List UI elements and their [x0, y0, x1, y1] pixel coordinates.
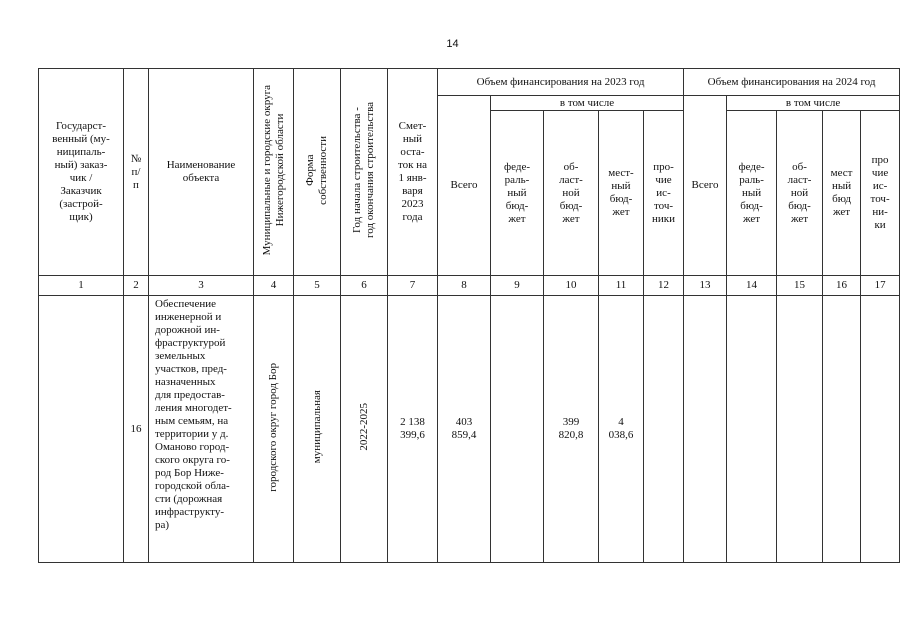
column-number: 9 — [491, 276, 544, 296]
header-federal-2024: феде- раль- ный бюд- жет — [727, 111, 777, 276]
header-including-2024: в том числе — [727, 96, 900, 111]
cell-years: 2022-2025 — [341, 296, 388, 563]
cell-regional-2024 — [777, 296, 823, 563]
column-number: 14 — [727, 276, 777, 296]
column-number: 11 — [599, 276, 644, 296]
cell-local-2024 — [823, 296, 861, 563]
header-years: Год начала строительства - год окончания строительства — [341, 69, 388, 276]
header-ownership: Форма собственности — [294, 69, 341, 276]
cell-customer — [39, 296, 124, 563]
header-total-2023: Всего — [438, 96, 491, 276]
header-federal-2023: феде- раль- ный бюд- жет — [491, 111, 544, 276]
header-regional-2023: об- ласт- ной бюд- жет — [544, 111, 599, 276]
header-other-2024: про чие ис- точ- ни- ки — [861, 111, 900, 276]
cell-object-name: Обеспечение инженерной и дорожной ин- фраструктурой земельных участков, пред- назначенных для предостав- ления многодет- ным семьям, на территории у д. Оманово город- ского округа го- род Бор Ниже- городской обла- сти (дорожная инфраструкту- ра) — [149, 296, 254, 563]
column-number: 13 — [684, 276, 727, 296]
cell-total-2024 — [684, 296, 727, 563]
column-number: 7 — [388, 276, 438, 296]
column-number: 4 — [254, 276, 294, 296]
header-local-2023: мест- ный бюд- жет — [599, 111, 644, 276]
header-regional-2024: об- ласт- ной бюд- жет — [777, 111, 823, 276]
header-customer: Государст- венный (му- ниципаль- ный) заказ- чик / Заказчик (застрой- щик) — [39, 69, 124, 276]
column-number: 5 — [294, 276, 341, 296]
column-number-row — [39, 276, 900, 296]
header-index: № п/ п — [124, 69, 149, 276]
cell-total-2023: 403 859,4 — [438, 296, 491, 563]
page-number: 14 — [446, 38, 459, 50]
cell-federal-2024 — [727, 296, 777, 563]
cell-other-2023 — [644, 296, 684, 563]
header-financing-2024: Объем финансирования на 2024 год — [684, 69, 900, 96]
column-number: 17 — [861, 276, 900, 296]
cell-estimate: 2 138 399,6 — [388, 296, 438, 563]
header-financing-2023: Объем финансирования на 2023 год — [438, 69, 684, 96]
column-number: 15 — [777, 276, 823, 296]
table-row — [39, 296, 900, 563]
cell-federal-2023 — [491, 296, 544, 563]
header-local-2024: мест ный бюд жет — [823, 111, 861, 276]
header-other-2023: про- чие ис- точ- ники — [644, 111, 684, 276]
column-number: 3 — [149, 276, 254, 296]
header-including-2023: в том числе — [491, 96, 684, 111]
cell-local-2023: 4 038,6 — [599, 296, 644, 563]
column-number: 10 — [544, 276, 599, 296]
financing-table — [38, 68, 900, 563]
column-number: 6 — [341, 276, 388, 296]
header-total-2024: Всего — [684, 96, 727, 276]
header-estimate: Смет- ный оста- ток на 1 янв- варя 2023 года — [388, 69, 438, 276]
column-number: 2 — [124, 276, 149, 296]
cell-municipality: городского округ город Бор — [254, 296, 294, 563]
cell-regional-2023: 399 820,8 — [544, 296, 599, 563]
column-number: 16 — [823, 276, 861, 296]
cell-ownership: муниципальная — [294, 296, 341, 563]
column-number: 12 — [644, 276, 684, 296]
cell-other-2024 — [861, 296, 900, 563]
column-number: 1 — [39, 276, 124, 296]
cell-index: 16 — [124, 296, 149, 563]
header-municipality: Муниципальные и городские округа Нижегородской области — [254, 69, 294, 276]
header-object-name: Наименование объекта — [149, 69, 254, 276]
column-number: 8 — [438, 276, 491, 296]
